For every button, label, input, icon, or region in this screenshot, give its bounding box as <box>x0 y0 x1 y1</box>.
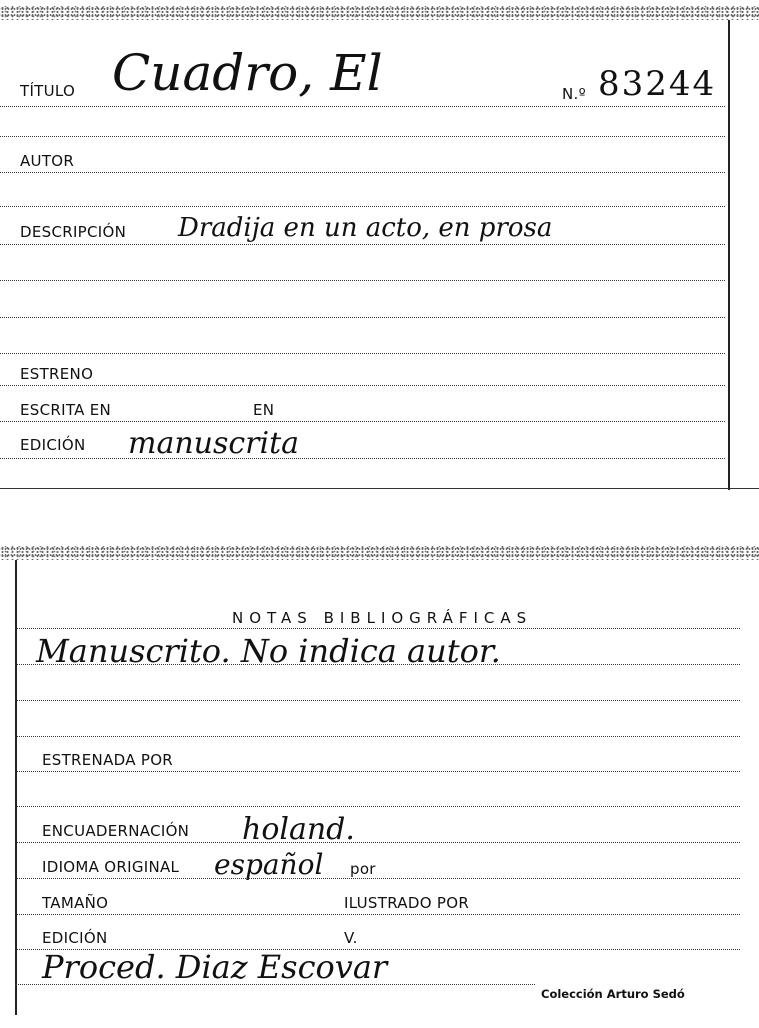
titulo-value: Cuadro, El <box>112 44 383 102</box>
procedencia-value: Proced. Diaz Escovar <box>42 948 388 986</box>
idioma-line <box>15 878 740 879</box>
en-label: EN <box>253 401 275 419</box>
edicion-label: EDICIÓN <box>20 436 86 454</box>
descripcion-label: DESCRIPCIÓN <box>20 223 127 241</box>
numero-value: 83244 <box>598 64 717 104</box>
escrita-en-label: ESCRITA EN <box>20 401 112 419</box>
estrenada-line <box>15 771 740 772</box>
tamano-line <box>15 914 740 915</box>
blank-line <box>15 736 740 737</box>
blank-line <box>0 280 725 281</box>
blank-line <box>15 806 740 807</box>
edicion-label: EDICIÓN <box>42 929 108 947</box>
estreno-label: ESTRENO <box>20 365 94 383</box>
blank-line <box>0 206 725 207</box>
estreno-line <box>0 385 725 386</box>
notas-value: Manuscrito. No indica autor. <box>36 632 501 670</box>
edicion-line <box>0 458 725 459</box>
notas-line <box>15 664 740 665</box>
por-label: por <box>350 860 376 878</box>
catalog-card-back <box>0 540 759 1028</box>
encuadernacion-value: holand. <box>242 812 355 847</box>
blank-line <box>0 317 725 318</box>
v-label: V. <box>344 929 358 947</box>
card-top-edge <box>0 6 759 20</box>
descripcion-line <box>0 244 725 245</box>
tamano-label: TAMAÑO <box>42 894 109 912</box>
procedencia-line <box>15 984 535 985</box>
notas-heading-line <box>15 628 740 629</box>
card-top-edge <box>0 546 759 560</box>
estrenada-por-label: ESTRENADA POR <box>42 751 174 769</box>
collection-credit: Colección Arturo Sedó <box>541 987 685 1001</box>
encuadernacion-line <box>15 842 740 843</box>
numero-label: N.º <box>562 85 586 103</box>
titulo-line <box>0 106 725 107</box>
blank-line <box>0 353 725 354</box>
blank-line <box>15 700 740 701</box>
autor-label: AUTOR <box>20 152 75 170</box>
card-bottom-edge <box>0 488 759 489</box>
escrita-line <box>0 421 725 422</box>
notas-heading: NOTAS BIBLIOGRÁFICAS <box>232 609 533 627</box>
blank-line <box>0 136 725 137</box>
card-right-edge <box>728 20 730 490</box>
edicion-value: manuscrita <box>128 426 300 461</box>
idioma-value: español <box>214 848 324 881</box>
idioma-label: IDIOMA ORIGINAL <box>42 858 180 876</box>
titulo-label: TÍTULO <box>20 82 76 100</box>
ilustrado-por-label: ILUSTRADO POR <box>344 894 470 912</box>
encuadernacion-label: ENCUADERNACIÓN <box>42 822 190 840</box>
catalog-card-front <box>0 0 759 500</box>
descripcion-value: Dradija en un acto, en prosa <box>178 213 553 243</box>
autor-line <box>0 172 725 173</box>
